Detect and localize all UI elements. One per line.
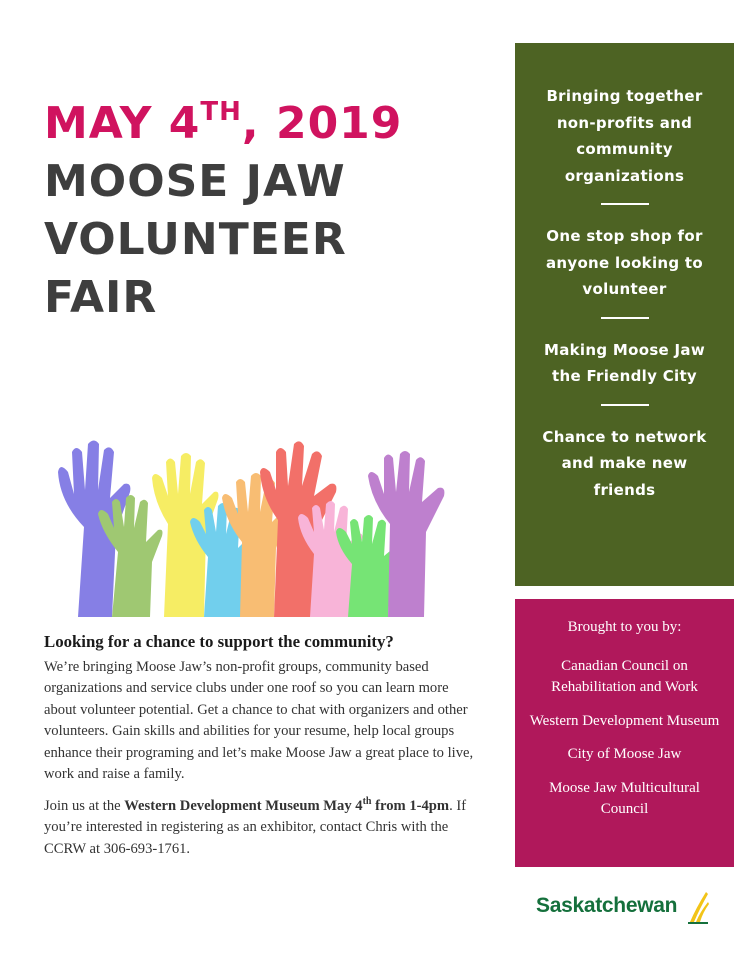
raised-hands-illustration [54,432,454,617]
logo-text: Saskatchewan [536,894,678,917]
highlight-item: One stop shop for anyone looking to volunteer [545,227,704,298]
saskatchewan-logo [536,890,712,926]
highlight-item: Chance to network and make new friends [542,427,707,499]
event-date: MAY 4TH, 2019 [44,97,403,149]
title-line-3: FAIR [44,272,158,323]
sponsors-panel [515,599,734,867]
highlights-panel [515,43,734,586]
sponsor-item: Moose Jaw Multicultural Council [549,779,700,817]
sponsor-item: City of Moose Jaw [567,746,682,762]
title-line-2: VOLUNTEER [44,214,347,265]
highlight-item: Bringing together non-profits and community organizations [546,87,703,185]
divider [601,317,649,319]
title-line-1: MOOSE JAW [44,156,346,207]
description-block [44,631,484,860]
wheat-sheaf-icon [686,890,710,924]
divider [601,203,649,205]
sponsor-item: Canadian Council on Rehabilitation and Work [551,657,698,695]
sponsor-item: Western Development Museum [529,712,720,729]
divider [601,404,649,406]
sponsors-title: Brought to you by: [567,619,682,635]
join-paragraph: Join us at the Western Development Museum May 4th from 1-4pm. If you’re interested in registering as an exhibitor, contact Chris with the CCRW at 306-693-1761. [44,795,467,857]
description-heading: Looking for a chance to support the community? [44,632,394,651]
poster-heading [44,95,494,327]
highlight-item: Making Moose Jaw the Friendly City [543,340,706,385]
description-paragraph: We’re bringing Moose Jaw’s non-profit groups, community based organizations and service clubs under one roof so you can learn more about volunteer potential. Get a chance to chat with organizers and other volunteers. Gain skills and abilities for your resume, help local groups enhance their programing and let’s make Moose Jaw a great place to live, work and raise a family. [44,658,474,782]
